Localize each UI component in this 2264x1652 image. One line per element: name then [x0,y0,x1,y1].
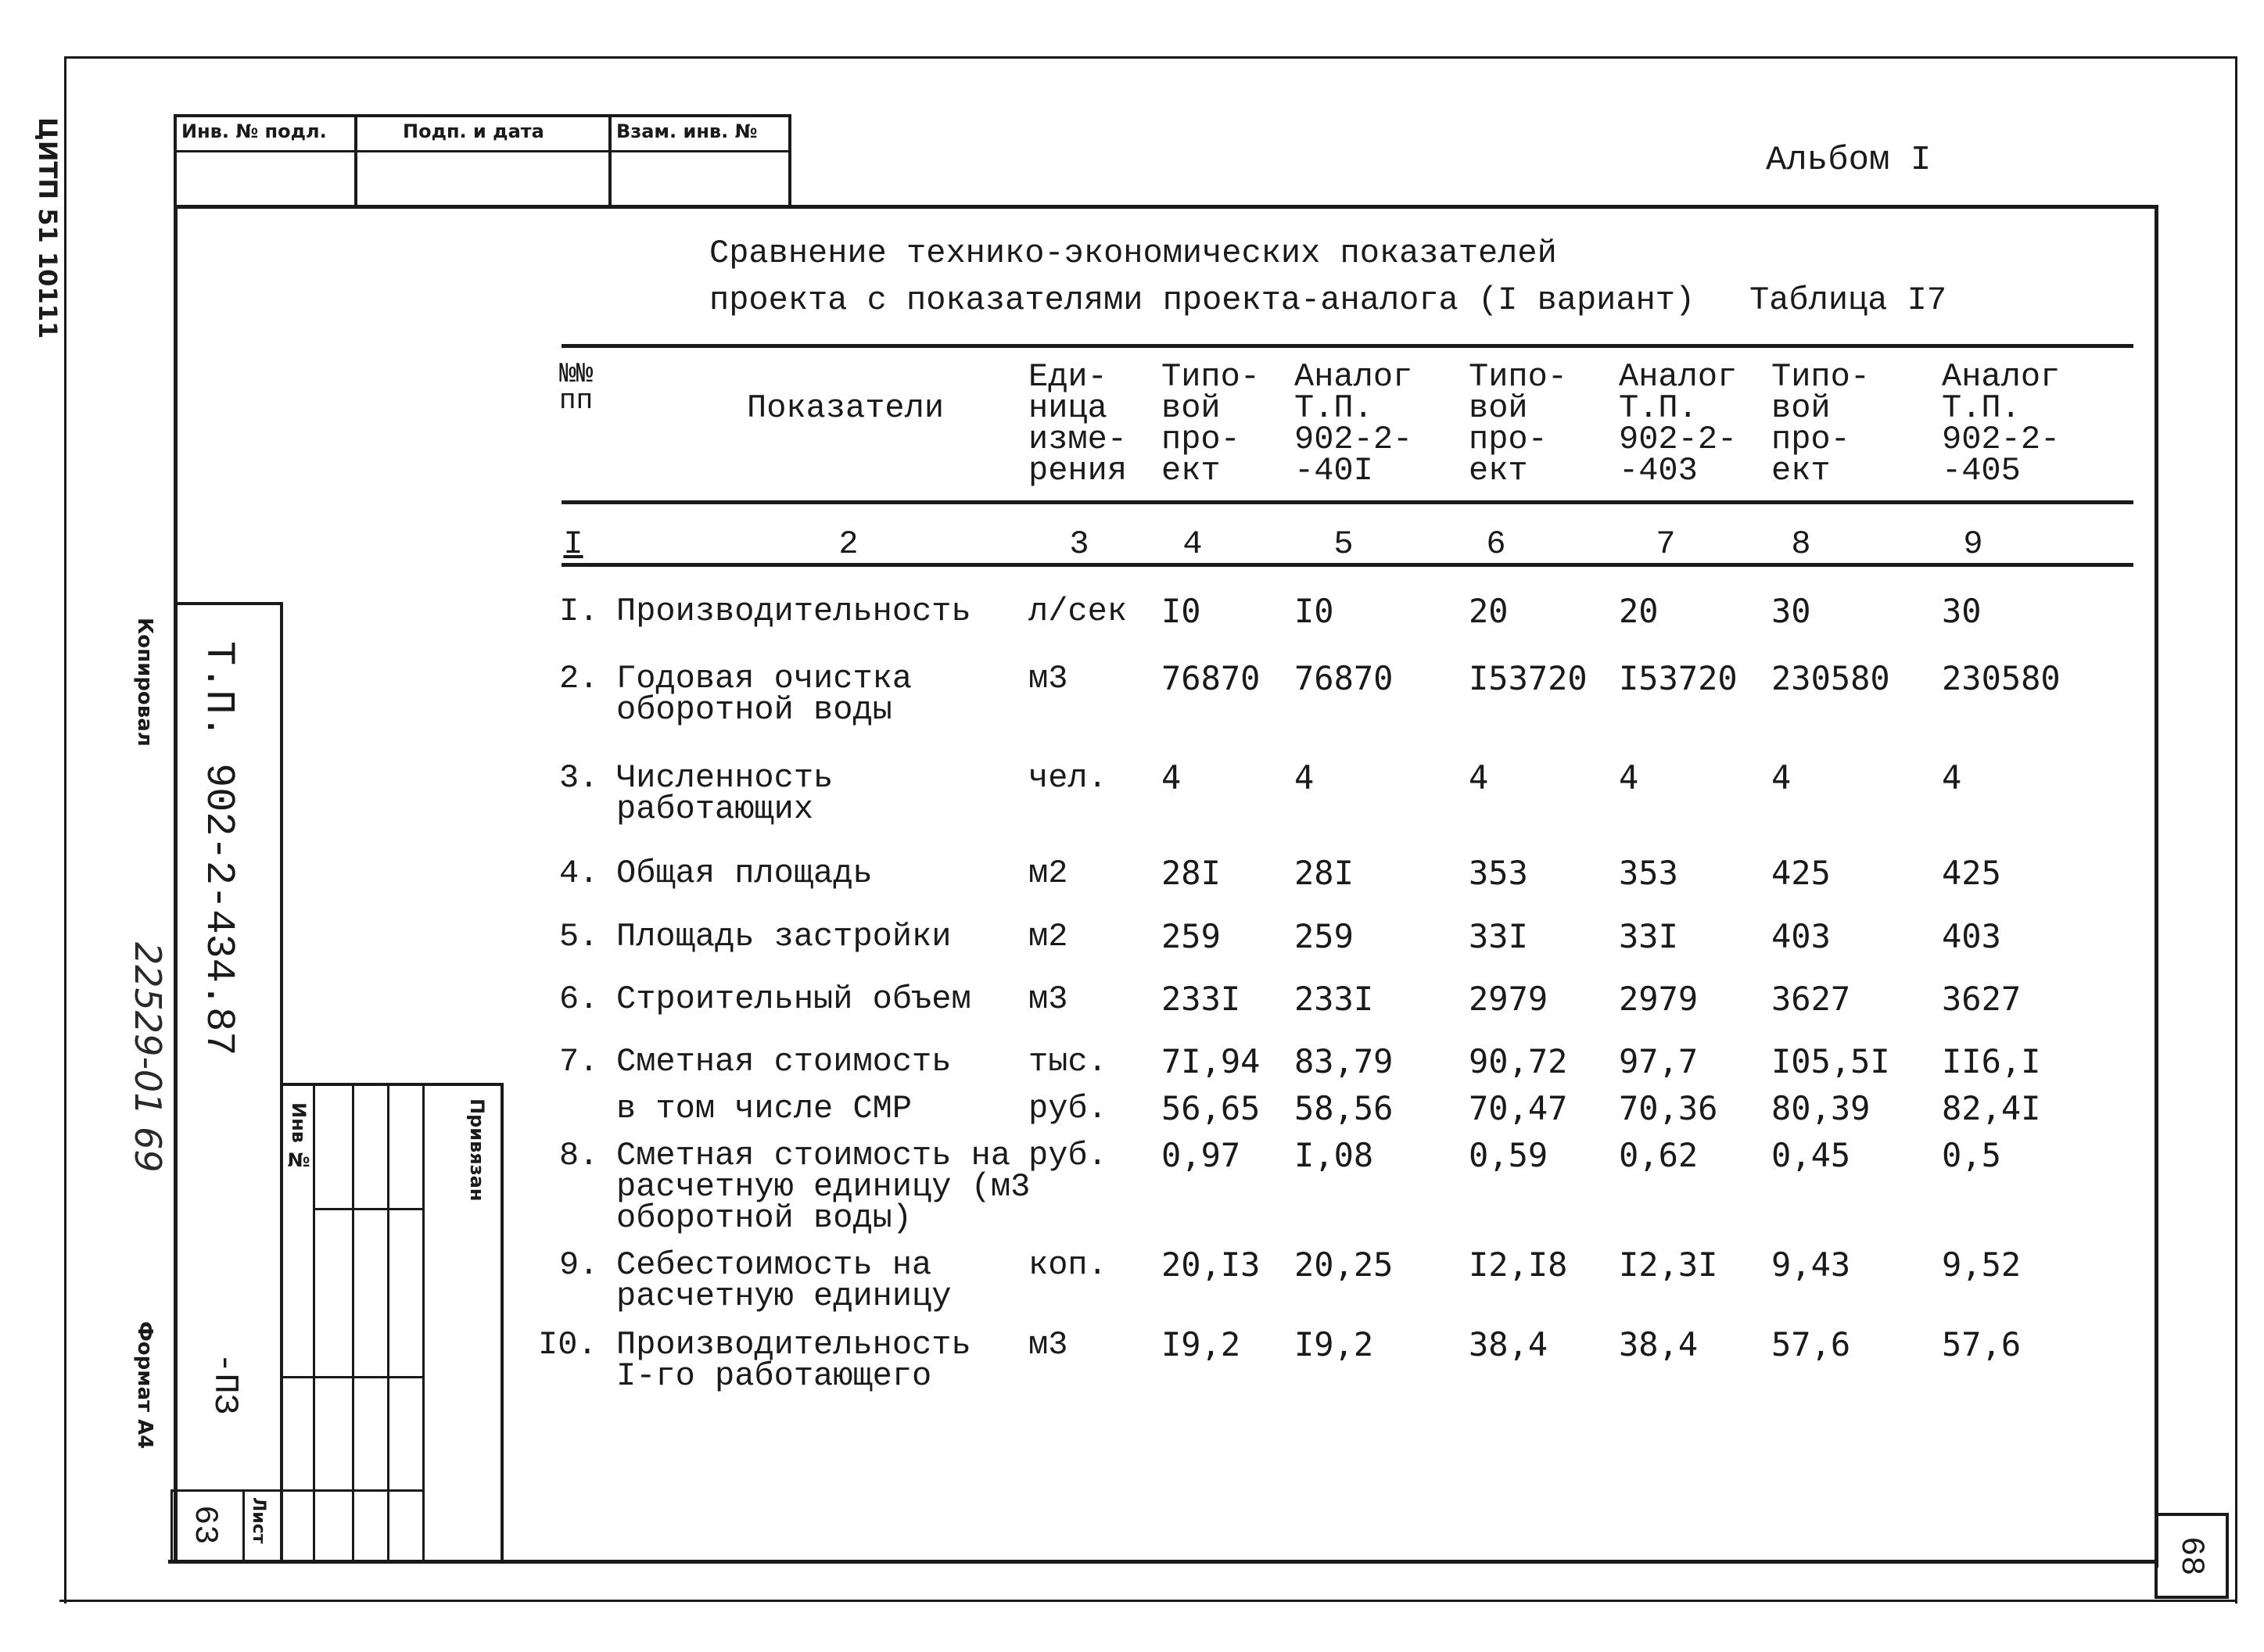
colnum-5: 5 [1333,525,1354,563]
sheet-label: Лист [249,1497,268,1544]
row-value: 0,62 [1619,1136,1699,1174]
row-value: 3627 [1771,980,1851,1018]
privyazan-label: Привязан [466,1098,488,1202]
row-value: 233I [1294,980,1374,1018]
row-value: I9,2 [1161,1325,1241,1364]
grid-h2 [280,1376,425,1378]
table-top-rule [562,344,2133,348]
row-value: 0,5 [1942,1136,2001,1174]
inv-no-label: Инв № [288,1102,310,1172]
colnum-3: 3 [1069,525,1089,563]
inner-frame-left [174,205,178,1564]
row-unit: тыс. [1028,1043,1107,1080]
row-value: 403 [1771,917,1831,955]
row-indicator: Производительность [616,593,971,630]
row-value: I2,I8 [1469,1245,1568,1284]
album-label: Альбом I [1766,141,1932,180]
row-value: 233I [1161,980,1241,1018]
copied-label: Копировал [133,618,156,747]
row-value: 2979 [1469,980,1548,1018]
header-col-8: Типо- вой про- ект [1771,358,1871,489]
row-value: 70,36 [1619,1089,1718,1127]
row-value: 259 [1161,917,1221,955]
header-col-4: Типо- вой про- ект [1161,358,1261,489]
row-value: I0 [1161,592,1201,630]
stamp-vzam-inv: Взам. инв. № [616,120,758,142]
row-value: 28I [1294,854,1354,892]
handwritten-code: 22529-01 69 [127,942,169,1173]
row-value: 82,4I [1942,1089,2041,1127]
grid-h3 [170,1489,425,1492]
row-value: 4 [1771,758,1792,797]
table-number: Таблица I7 [1749,281,1947,319]
row-value: 0,59 [1469,1136,1548,1174]
row-value: 20,I3 [1161,1245,1261,1284]
row-value: 70,47 [1469,1089,1568,1127]
stamp-inv-podl: Инв. № подл. [181,120,327,142]
row-value: 9,52 [1942,1245,2022,1284]
org-code: ЦИТП 51 10111 [33,117,63,339]
row-value: 33I [1619,917,1678,955]
table-title-line-2: проекта с показателями проекта-аналога (I вариант) [709,281,1695,319]
header-col-9: Аналог Т.П. 902-2- -405 [1942,358,2061,489]
row-value: 2979 [1619,980,1699,1018]
row-value: 4 [1942,758,1962,797]
grid-sheet-left [170,1489,173,1564]
row-number: I. [559,593,599,630]
row-unit: м2 [1028,918,1068,955]
row-value: 57,6 [1771,1325,1851,1364]
row-value: 20 [1469,592,1509,630]
row-value: 425 [1942,854,2001,892]
outer-frame-bottom [59,1600,2235,1602]
colnum-1: I [563,525,583,563]
stamp-divider [174,150,791,152]
row-value: 90,72 [1469,1042,1568,1080]
row-indicator: Численность работающих [616,759,834,828]
row-value: I2,3I [1619,1245,1718,1284]
table-title-line-1: Сравнение технико-экономических показателей [709,235,1557,272]
row-value: I9,2 [1294,1325,1374,1364]
stamp-col-divider-2 [608,114,612,208]
sheet-number: 63 [186,1505,224,1545]
row-unit: руб. [1028,1137,1107,1174]
row-value: 9,43 [1771,1245,1851,1284]
row-value: 56,65 [1161,1089,1261,1127]
row-indicator: Годовая очистка оборотной воды [616,660,913,729]
table-header-rule [562,500,2133,504]
side-block-top [174,602,283,605]
row-number: 8. [559,1137,599,1174]
row-number: 6. [559,980,599,1018]
row-number: 5. [559,918,599,955]
header-col-5: Аналог Т.П. 902-2- -40I [1294,358,1413,489]
row-value: I53720 [1469,659,1588,697]
row-value: II6,I [1942,1042,2041,1080]
row-number: 4. [559,855,599,892]
row-value: 425 [1771,854,1831,892]
colnum-2: 2 [838,525,859,563]
row-number: 3. [559,759,599,797]
format-label: Формат А4 [133,1321,156,1450]
row-value: 80,39 [1771,1089,1871,1127]
row-value: 30 [1771,592,1811,630]
grid-right [501,1083,504,1564]
table-colnum-rule [562,563,2133,567]
row-unit: м3 [1028,980,1068,1018]
row-value: 230580 [1942,659,2061,697]
header-col-7: Аналог Т.П. 902-2- -403 [1619,358,1738,489]
row-unit: м3 [1028,660,1068,697]
stamp-col-divider-1 [354,114,357,208]
row-indicator: Сметная стоимость на расчетную единицу (м3 оборотной воды) [616,1137,1031,1237]
row-value: 76870 [1161,659,1261,697]
row-unit: руб. [1028,1090,1107,1127]
row-value: I53720 [1619,659,1738,697]
header-indicator: Показатели [747,389,945,427]
row-value: 0,45 [1771,1136,1851,1174]
row-number: I0. [538,1326,597,1364]
row-value: I05,5I [1771,1042,1890,1080]
section-code: -ПЗ [205,1353,244,1415]
header-num: №№ пп [559,358,594,417]
stamp-podp-data: Подп. и дата [403,120,544,142]
row-unit: м3 [1028,1326,1068,1364]
header-col-6: Типо- вой про- ект [1469,358,1568,489]
row-indicator: Общая площадь [616,855,873,892]
row-value: 20 [1619,592,1659,630]
row-indicator: в том числе СМР [616,1090,913,1127]
row-unit: м2 [1028,855,1068,892]
row-value: 38,4 [1469,1325,1548,1364]
row-value: 7I,94 [1161,1042,1261,1080]
row-value: 4 [1469,758,1489,797]
row-value: I0 [1294,592,1334,630]
row-value: 230580 [1771,659,1890,697]
row-value: 83,79 [1294,1042,1394,1080]
row-value: 58,56 [1294,1089,1394,1127]
colnum-9: 9 [1963,525,1983,563]
row-value: 30 [1942,592,1982,630]
grid-sheet-divider [242,1489,245,1564]
row-indicator: Площадь застройки [616,918,952,955]
row-indicator: Производительность I-го работающего [616,1326,971,1395]
row-value: 33I [1469,917,1528,955]
row-value: 4 [1294,758,1315,797]
page-number: 68 [2173,1536,2210,1576]
row-value: 403 [1942,917,2001,955]
row-indicator: Себестоимость на расчетную единицу [616,1246,952,1315]
row-value: 259 [1294,917,1354,955]
row-value: 4 [1619,758,1639,797]
colnum-4: 4 [1182,525,1203,563]
row-value: 353 [1469,854,1528,892]
row-value: 57,6 [1942,1325,2022,1364]
row-unit: коп. [1028,1246,1107,1284]
colnum-8: 8 [1791,525,1811,563]
row-value: 0,97 [1161,1136,1241,1174]
row-value: 76870 [1294,659,1394,697]
row-value: 20,25 [1294,1245,1394,1284]
row-value: I,08 [1294,1136,1374,1174]
row-value: 38,4 [1619,1325,1699,1364]
row-number: 9. [559,1246,599,1284]
row-number: 2. [559,660,599,697]
colnum-6: 6 [1486,525,1506,563]
row-number: 7. [559,1043,599,1080]
row-unit: чел. [1028,759,1107,797]
row-value: 28I [1161,854,1221,892]
row-value: 4 [1161,758,1182,797]
project-code: Т.П. 902-2-434.87 [196,641,242,1056]
row-value: 3627 [1942,980,2022,1018]
row-value: 353 [1619,854,1678,892]
row-indicator: Строительный объем [616,980,971,1018]
colnum-7: 7 [1656,525,1676,563]
row-value: 97,7 [1619,1042,1699,1080]
inner-frame-bottom [168,1560,2158,1564]
header-unit: Еди- ница изме- рения [1028,358,1128,489]
grid-h1 [313,1208,425,1210]
row-indicator: Сметная стоимость [616,1043,952,1080]
row-unit: л/сек [1028,593,1128,630]
